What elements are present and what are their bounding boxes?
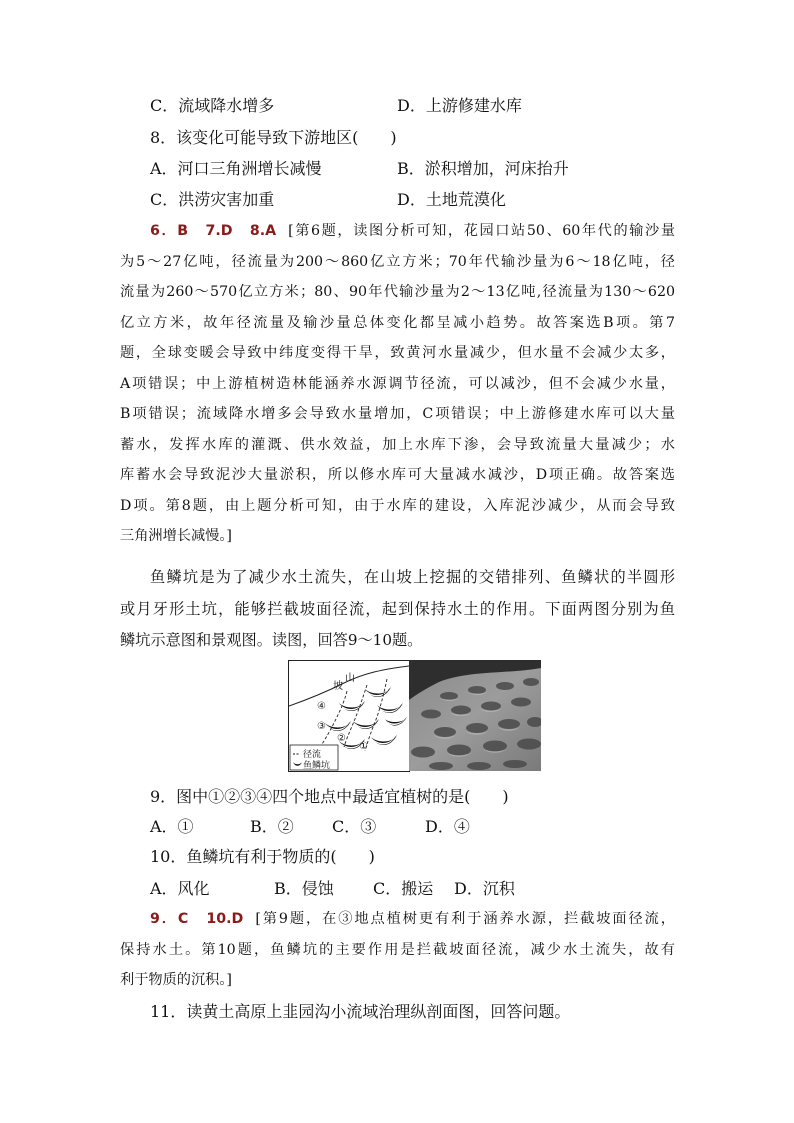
slope-line	[289, 666, 409, 706]
answer-line: 流量为260～570亿立方米；80、90年代输沙量为2～13亿吨,径流量为130～620	[120, 284, 675, 300]
q8-option-d: D．土地荒漠化	[397, 190, 506, 209]
q9-option-b: B．②	[250, 817, 294, 836]
marker-1: ①	[359, 741, 368, 752]
answer-key-6-8: 6．B 7.D 8.A	[150, 223, 277, 239]
q10-option-a: A．风化	[150, 879, 210, 898]
answer-line: 蓄水，发挥水库的灌溉、供水效益，加上水库下渗，会导致流量大量减少；水	[120, 436, 675, 453]
fish-scale-pit-landscape-photo	[409, 660, 541, 771]
answer-line: 为5～27亿吨，径流量为200～860亿立方米；70年代输沙量为6～18亿吨，径	[120, 253, 675, 270]
marker-3: ③	[317, 721, 326, 732]
q8-option-c: C．洪涝灾害加重	[150, 190, 275, 209]
photo-svg	[409, 660, 541, 771]
q8-option-a: A．河口三角洲增长减慢	[150, 159, 322, 178]
answer-key-9-10: 9．C 10.D	[150, 911, 244, 927]
q11-stem: 11．读黄土高原上韭园沟小流域治理纵剖面图，回答问题。	[150, 1002, 571, 1021]
answer-line: [第6题，读图分析可知，花园口站50、60年代的输沙量	[288, 223, 676, 239]
answer-line: 利于物质的沉积。]	[120, 972, 232, 988]
answer-line: 三角洲增长减慢。]	[120, 528, 232, 544]
q9-option-d: D．④	[425, 817, 470, 836]
q10-option-c: C．搬运	[373, 879, 434, 898]
legend-runoff-label: 径流	[303, 750, 322, 760]
q10-option-d: D．沉积	[454, 879, 515, 898]
diagram-svg	[289, 661, 409, 771]
q8-option-b: B．淤积增加，河床抬升	[397, 159, 569, 178]
label-slope: 坡	[333, 681, 343, 692]
q9-option-a: A．①	[150, 817, 194, 836]
intro-line: 鱼鳞坑是为了减少水土流失，在山坡上挖掘的交错排列、鱼鳞状的半圆形	[150, 568, 675, 586]
answer-line: 库蓄水会导致泥沙大量淤积，所以修水库可大量减水减沙，D项正确。故答案选	[120, 467, 675, 483]
intro-line: 鳞坑示意图和景观图。读图，回答9～10题。	[120, 631, 423, 649]
answer-line: A项错误；中上游植树造林能涵养水源调节径流，可以减沙，但不会减少水量，	[120, 375, 675, 392]
intro-line: 或月牙形土坑，能够拦截坡面径流，起到保持水土的作用。下面两图分别为鱼	[120, 600, 675, 618]
answer-line: 题，全球变暖会导致中纬度变得干旱，致黄河水量减少，但水量不会减少太多，	[120, 345, 675, 361]
answer-line: 亿立方米，故年径流量及输沙量总体变化都呈减小趋势。故答案选B项。第7	[120, 314, 675, 331]
marker-4: ④	[317, 701, 326, 712]
q10-option-b: B．侵蚀	[274, 879, 334, 898]
q10-options	[150, 879, 515, 899]
answer-line: D项。第8题，由上题分析可知，由于水库的建设，入库泥沙减少，从而会导致	[120, 497, 675, 514]
fish-scale-pit-diagram	[288, 660, 410, 772]
q7-option-d: D．上游修建水库	[397, 96, 522, 115]
answer-line: 保持水土。第10题，鱼鳞坑的主要作用是拦截坡面径流，减少水土流失，故有	[120, 941, 675, 958]
q9-option-c: C．③	[332, 817, 377, 836]
answer-line: [第9题，在③地点植树更有利于涵养水源，拦截坡面径流，	[255, 911, 675, 927]
answer-line: B项错误；流域降水增多会导致水量增加，C项错误；中上游修建水库可以大量	[120, 406, 675, 422]
q9-stem: 9．图中①②③④四个地点中最适宜植树的是( )	[150, 787, 509, 806]
q8-stem: 8．该变化可能导致下游地区( )	[150, 128, 397, 147]
q10-stem: 10．鱼鳞坑有利于物质的( )	[150, 847, 375, 866]
label-mountain: 山	[345, 673, 355, 684]
q9-options	[150, 817, 470, 837]
marker-2: ②	[337, 733, 346, 744]
q7-option-c: C．流域降水增多	[150, 96, 275, 115]
legend-pit-label: 鱼鳞坑	[303, 761, 331, 771]
